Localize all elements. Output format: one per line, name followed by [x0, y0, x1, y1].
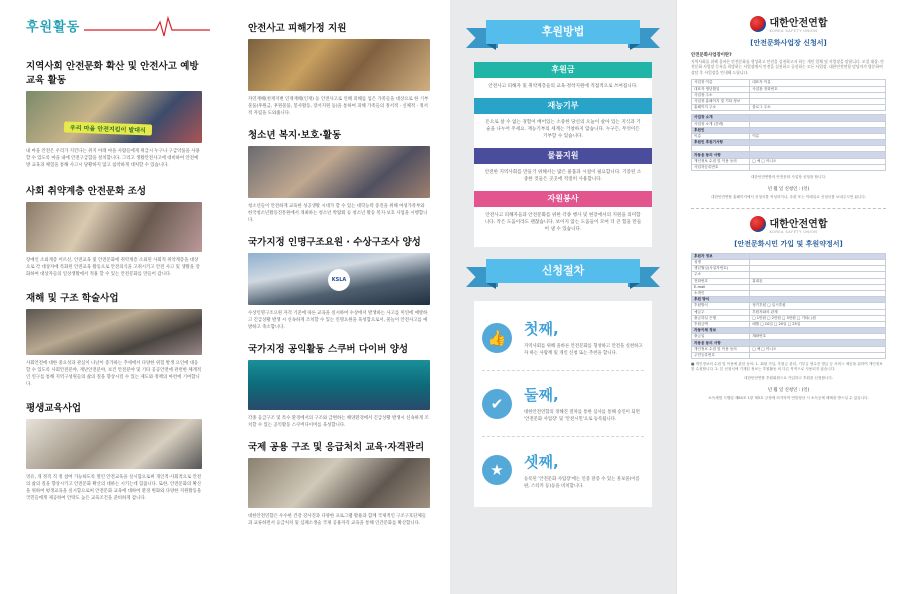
volunteer-group-photo [26, 91, 202, 143]
method-label: 후원금 [474, 62, 652, 78]
form-field-label: 주소 [692, 272, 750, 278]
step-second [482, 371, 644, 437]
donated-goods-photo [248, 39, 430, 91]
section-title: 평생교육사업 [26, 403, 82, 414]
section-body: 각종 응급구조 및 특수 환경에서의 구조와 급변하는 해양환경에서 긴급상황 발생시 신속하게 조치할 수 있는 공익활동 스쿠버다이버를 육성합니다. [248, 416, 429, 428]
checkmark-icon: ✔ [482, 389, 512, 419]
form-field-input[interactable] [750, 352, 886, 358]
form-field-input[interactable]: 이름 [750, 133, 886, 139]
section-title: 국제 공용 구조 및 응급처치 교육·자격관리 [248, 442, 425, 453]
brand-name: 대한안전연합 [769, 218, 828, 230]
form-field-label: 사업장 소개 (간략) [692, 121, 750, 127]
union-emblem-icon [750, 16, 766, 32]
step-number: 둘째, [524, 386, 559, 404]
section-lifeguard-training [248, 234, 430, 331]
form-field-label: 사업장 홈페이지 및 기타 정보 [692, 98, 750, 104]
brand-name-en: KOREA SAFETY UNION [769, 229, 818, 234]
ksla-flag-logo: KSLA [328, 269, 350, 291]
form-field-label: 출금일 [692, 334, 750, 340]
form1-intro-heading: 안전문화사업장이란? [691, 53, 732, 58]
form1-intro-text: 지역사회를 위해 올바른 안전문화를 형성하고 안전을 실천하고자 하는 개인 업체 및 사업장을 말합니다. 모집 대상: 안전문화 사업장 등록을 희망하는 사업장에서 안전을 실천하고 공헌하는 모든 사업장. 대한안전연합 담당자가 방문하여 상담 후 사업장을 안내해 드립니다. [691, 58, 884, 75]
form2-title: [안전문화시민 가입 및 후원약정서] [734, 239, 843, 248]
method-volunteer [474, 191, 652, 235]
brand-name: 대한안전연합 [769, 18, 828, 29]
section-title: 지역사회 안전문화 확산 및 안전사고 예방교육 활동 [26, 61, 199, 86]
form-field-label: 생년월일(사업자번호) [692, 266, 750, 272]
form1-title: [안전문화사업장 신청서] [750, 39, 827, 47]
form1-note: 대한안전연합 홈페이지에서 신청서를 작성하거나, 우편 또는 이메일로 신청서를 보내주시면 됩니다. [711, 195, 866, 200]
form-field-input[interactable]: □ 예 □ 아니오 [750, 346, 886, 352]
method-text: 돈으로 살 수 없는 경험이 배어있는 소중한 당신의 오늘이 살아 있는 지식과 기술을 나누어 주세요. 재능기부의 세계는 거창하지 않습니다. 누구든, 무엇이든 기부할 수 있습니다. [485, 120, 641, 139]
form-field-label: 개인정보 수집 및 이용 동의 [692, 346, 750, 352]
step-text: 대한안전연합의 정해진 절차를 통한 심사를 통해 승인이 되면 '안전문화 사업장' 및 '안전시민'으로 등록됩니다. [524, 410, 640, 422]
elderly-education-photo [26, 202, 202, 252]
form1-date-line: 년 월 일 신청인 : (인) [767, 187, 810, 193]
form-field-label: 대표자 생년월일 [692, 86, 750, 92]
first-aid-class-photo [248, 458, 430, 508]
methods-title: 후원방법 [486, 20, 640, 44]
form2-notes: ■ 개인정보의 수집 및 이용에 관한 동의: 1. 회원 가입, 후원금 관리, 기부금 영수증 발급 등 서비스 제공을 위하여 개인정보를 수집합니다. 2. 본 신청서에 기재된 정보는 후원활동 외 다른 목적으로 사용되지 않습니다. [691, 362, 883, 372]
activities-title: 후원활동 [26, 19, 81, 35]
form-field-label: 자동응 동의 사항 [692, 152, 750, 158]
cut-line-divider [691, 208, 886, 209]
form-field-label: 후원 방식 [692, 297, 750, 303]
section-victim-support [248, 20, 430, 117]
section-body: 장애인 소외계층 어르신, 안전교육 및 안전문화에 취약계층 소외된 사회적 취약계층을 대상으로 각 대상자에 특화된 안전교육 활동으로 안전의식을 고취시키고 안전 사고 및 생활을 강화하여 대상자들의 일상생활에서 적용 할 수 있는 안전문화를 만들어 갑니다. [26, 258, 200, 277]
section-title: 사회 취약계층 안전문화 조성 [26, 186, 147, 197]
steps-list [474, 301, 652, 507]
method-label: 자원봉사 [474, 191, 652, 207]
method-text: 안전한 지역사회를 만들기 위해서는 많은 물품과 시설이 필요합니다. 기증된 소중한 것들은 곳곳에 적절히 사용합니다. [484, 170, 642, 182]
form-field-label: 소개인 [692, 290, 750, 296]
form-field-label: 후원인 [692, 127, 750, 133]
form-field-input[interactable]: 후원자와의 관계 [750, 309, 886, 315]
form-field-label: 개인정보 수집 및 이용 동의 [692, 158, 750, 164]
form-field-input[interactable]: 블로그 주소 [750, 105, 886, 111]
form-field-input[interactable]: 매월 □ 10일 □ 20일 □ 25일 [750, 321, 886, 327]
section-body: 대한안전연합은 우수한 건강 강사진과 다양한 프로그램 활용과 함께 국제적인 구조구호단체들과 교류하면서 응급처치 및 심폐소생술 국제 공용자격 교육을 통해 인간문화를 확산합니다. [248, 514, 426, 526]
section-lifelong-education [26, 400, 202, 502]
method-text: 안전사고 피해자 및 취약계층들의 교육·정착지원에 직접적으로 쓰여집니다. [488, 84, 638, 89]
form-field-label: 후원자 정보 [692, 253, 750, 259]
section-body: 영유, 개 정직 직 정 참여 가능하도록 열린 안전교육을 실시함으로써 개인적·사회적으로 안전의 삶의 질을 향상시키고 안전문화 확산의 대하는 시키는데 힘씁니다. 또한, 안전문화의 확산을 위하여 평생교육을 실시함으로써 안전문화 교육에 대하여 환경 변화와 다양한 지원활동을 국민들에게 제공하여 안락도 높은 교육조건을 준비하게 갑니다. [26, 475, 202, 501]
form-field-input[interactable]: □ 예 □ 아니오 [750, 158, 886, 164]
panel-support-methods [450, 0, 676, 594]
form-row [692, 164, 886, 170]
method-goods [474, 148, 652, 185]
form-field-label: 전화번호 [692, 278, 750, 284]
panel-activities-right [228, 0, 450, 594]
form1-table-extra [691, 114, 886, 171]
lifeguard-group-photo [248, 253, 430, 305]
activities-header [26, 10, 202, 40]
section-title: 안전사고 피해가정 지원 [248, 23, 347, 34]
photo-banner: 우리 마을 안전지킴이 발대식 [64, 121, 152, 135]
form-field-label: 자동응 동의 사항 [692, 340, 750, 346]
form-field-input[interactable]: 계좌번호 [750, 334, 886, 340]
method-text: 안전사고 피해자들과 안전문화를 위한 각종 행사 및 현장에서의 지원을 의미합니다. 작은 도움이라도 괜찮습니다. 보이지 않는 도움들이 모여 더 큰 힘을 만들어 낼 수 있습니다. [484, 213, 642, 232]
section-body: 청소년들이 안전하게 교육한 성공생활 시대가 할 수 있는 대학능력 증진을 위해 여성가족부와 한국청소년활동진흥원에서 개최하는 청소년 박람회 등 청소년 활동 복지·보호 사업을 시행합니다. [248, 204, 428, 223]
form2-date-line: 년 월 일 신청인 : (인) [767, 388, 810, 394]
method-label: 물품지원 [474, 148, 652, 164]
brand-logo [691, 14, 886, 33]
section-body: 사회안전에 대한 중요성과 관심이 나날이 증가하는 추세에서 다양한 위험 발생 요인에 대응할 수 있도록 사회안전분야, 재난안전분야, 보건 안전분야 및 기타 공공안전에 관련한 체계적인 연구를 통해 지역구성원들의 삶의 질을 향상시킬 수 있는 제도와 정책의 마련에 기여합니다. [26, 361, 202, 387]
form-field-label: 후원금액 [692, 321, 750, 327]
panel-application-forms [676, 0, 900, 594]
panel-activities-left [0, 0, 228, 594]
form-row [692, 352, 886, 358]
youth-cpr-photo [248, 146, 430, 198]
section-safety-education [26, 58, 202, 169]
form-field-label: 사업장 소개 [692, 115, 750, 121]
union-emblem-icon [750, 216, 766, 232]
method-talent [474, 98, 652, 142]
form-field-input[interactable]: □ 1만원 □ 2만원 □ 3만원 □ 기타( )원 [750, 315, 886, 321]
step-text: 등록된 '안전문화 사업장'에는 인증 달증 수 있는 홍보물(이름판, 스티커 등)등을 비치합니다. [524, 476, 640, 489]
form1-intro [691, 52, 886, 75]
conference-photo [26, 309, 202, 355]
form-field-input[interactable]: 정기후원 □ 일시후원 [750, 303, 886, 309]
form2-footer: 대한안전연합 후원회원으로 가입하고 후원을 신청합니다. [743, 375, 834, 380]
section-international-rescue [248, 439, 430, 527]
form-field-label: 후원인 후원기사항 [692, 140, 750, 146]
method-donation [474, 62, 652, 92]
award-ribbon-icon: ★ [482, 455, 512, 485]
underwater-divers-photo [248, 360, 430, 410]
form-field-label: 성명 [692, 260, 750, 266]
section-body: 수상인명구조요원 자격 기준에 따른 교육을 실시하여 수상에서 발생하는 사고를 미연에 예방하고 긴급상황 발생 시 신속하게 조치할 수 있는 인명요원을 육성함으로서, 물놀이 안전사고를 예방하고 축소합니다. [248, 311, 428, 330]
method-label: 재능기부 [474, 98, 652, 114]
form-field-label: 후원방식 [692, 303, 750, 309]
step-first [482, 305, 644, 371]
methods-ribbon [464, 18, 662, 52]
step-number: 셋째, [524, 452, 559, 471]
brand-logo-2 [691, 215, 886, 234]
section-body: 자연재해(천재지변 인재재해(인재) 등 안전사고로 인해 피해를 입은 가족들을 대상으로 한 기부물품(후원금, 후원물품, 봉사활동, 장서지원 등)을 통하여 피해 가족들의 정서적 · 신체적 · 정서적 자립을 도와줍니다. [248, 97, 429, 116]
methods-list [474, 62, 652, 247]
brand-name-en: KOREA SAFETY UNION [769, 29, 818, 33]
form-field-label: 사업장 이름 [692, 80, 750, 86]
form-field-input[interactable]: 휴대폰 [750, 278, 886, 284]
form-field-label: 사업장 주소 [692, 92, 750, 98]
form-field-label: 이름 [692, 133, 750, 139]
form2-note: 소득세법 시행령 제80조 1항 제5호 규정에 의거하여 연말정산 시 소득공제 혜택을 받으실 수 있습니다. [708, 396, 869, 401]
steps-title: 신청절차 [486, 259, 640, 283]
section-title: 재해 및 구조 학술사업 [26, 293, 119, 304]
thumbs-up-icon: 👍 [482, 323, 512, 353]
section-scuba-diver [248, 341, 430, 429]
form1-table [691, 79, 886, 111]
steps-ribbon [464, 257, 662, 291]
form-field-label: 주민등록번호 [692, 352, 750, 358]
form1-footer: 대한안전연합의 안전문화 사업장 신청을 합니다. [750, 175, 827, 179]
form-field-label: 예금주 [692, 309, 750, 315]
form-field-input[interactable] [750, 164, 886, 170]
form2-table [691, 253, 886, 359]
form-field-label: 사업자등록번호 [692, 164, 750, 170]
section-title: 국가지정 공익활동 스쿠버 다이버 양성 [248, 344, 409, 355]
heartbeat-line-icon [80, 10, 202, 40]
section-academic [26, 290, 202, 388]
form-field-label: 자동이체 정보 [692, 328, 750, 334]
form-field-label: E-mail [692, 284, 750, 290]
form-field-input[interactable]: 사업장 전화번호 [750, 86, 886, 92]
form-field-input[interactable]: 대표자 이름 [750, 80, 886, 86]
section-title: 청소년 복지·보호·활동 [248, 130, 342, 141]
step-text: 지역사회를 위해 올바른 안전문화를 형성하고 안전을 실천하고자 하는 사람께 및 개인 신청 또는 추천을 합니다. [524, 344, 643, 356]
form-row [692, 105, 886, 111]
form-field-label: 홈페이지 주소 [692, 105, 750, 111]
form-field-label: 출금하실 은행 [692, 315, 750, 321]
step-number: 첫째, [524, 320, 559, 338]
section-vulnerable-groups [26, 183, 202, 278]
section-title: 국가지정 인명구조요원 · 수상구조사 양성 [248, 237, 421, 248]
section-body: 내 마을 안전은 우리가 지킨다는 취지 아래 마을 사람들에게 위급시 누구나 구급약품을 사용할 수 있도록 마을 내에 안전구급함을 설치합니다. 그리고 생활안전사고에 대비하여 안전예방 교육과 체험을 통해 사고시 당황하지 않고 침착하게 대처할 수 있습니다. [26, 149, 200, 168]
lecture-room-photo [26, 419, 202, 469]
step-third [482, 437, 644, 503]
section-youth-welfare [248, 127, 430, 224]
